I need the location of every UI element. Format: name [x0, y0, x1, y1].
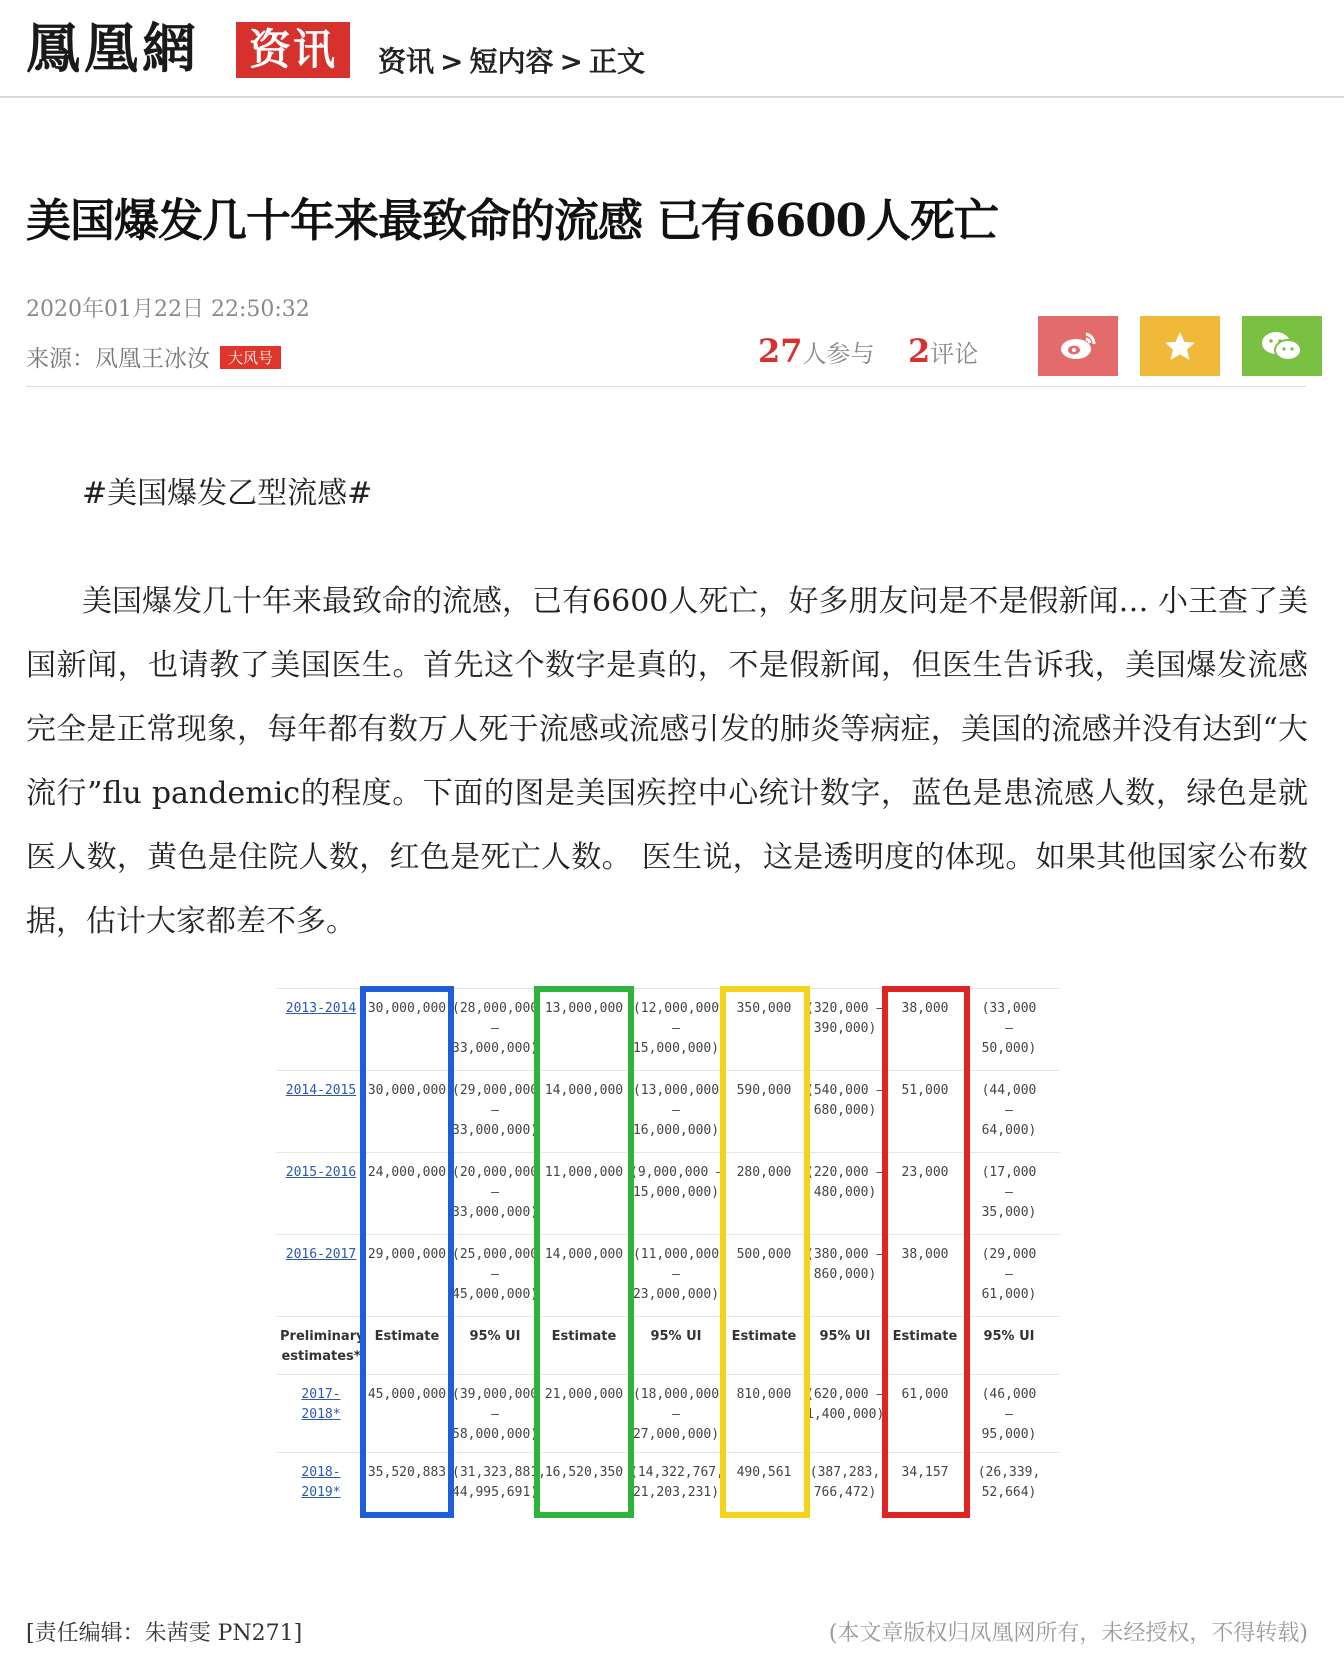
share-weibo-button[interactable]	[1038, 316, 1118, 376]
season-link[interactable]: 2014-2015	[285, 1083, 357, 1098]
table-cell: 24,000,000	[367, 1165, 447, 1180]
table-cell: (12,000,000 – 15,000,000)	[632, 1001, 720, 1056]
table-cell: (220,000 – 480,000)	[806, 1165, 885, 1200]
wechat-icon	[1260, 330, 1304, 364]
table-cell: (31,323,881, 44,995,691)	[452, 1465, 546, 1500]
table-cell: 500,000	[736, 1247, 792, 1262]
table-cell: 38,000	[901, 1247, 949, 1262]
table-cell: 16,520,350	[544, 1465, 624, 1480]
favorite-button[interactable]	[1140, 316, 1220, 376]
table-cell: 21,000,000	[544, 1387, 624, 1402]
breadcrumb-item-news[interactable]: 资讯	[378, 45, 435, 78]
breadcrumb-separator: >	[559, 45, 583, 78]
meta-divider	[26, 386, 1306, 387]
table-cell: 29,000,000	[367, 1247, 447, 1262]
table-cell: (14,322,767, 21,203,231)	[630, 1465, 724, 1500]
table-header-cell: 95% UI	[983, 1329, 1035, 1344]
table-cell: 810,000	[736, 1387, 792, 1402]
table-cell: 14,000,000	[544, 1247, 624, 1262]
table-cell: 280,000	[736, 1165, 792, 1180]
table-cell: (320,000 – 390,000)	[806, 1001, 885, 1036]
table-cell: 35,520,883	[367, 1465, 447, 1480]
table-cell: 590,000	[736, 1083, 792, 1098]
comments-stat[interactable]	[908, 332, 978, 370]
breadcrumb-item-short[interactable]: 短内容	[469, 45, 554, 78]
copyright-notice: (本文章版权归凤凰网所有，未经授权，不得转载)	[828, 1621, 1308, 1646]
yellow-highlight-box	[720, 986, 810, 1518]
participants-count: 27	[758, 332, 803, 370]
flu-statistics-table	[276, 984, 1060, 1522]
publish-date: 2020年01月22日 22:50:32	[26, 297, 310, 322]
share-wechat-button[interactable]	[1242, 316, 1322, 376]
participants-label: 人参与	[802, 340, 875, 368]
flu-statistics-table-image	[276, 984, 1060, 1522]
table-cell: (25,000,000 – 45,000,000)	[452, 1247, 539, 1302]
table-header-cell: 95% UI	[469, 1329, 521, 1344]
table-header-cell: Estimate	[551, 1329, 617, 1344]
table-cell: 30,000,000	[367, 1001, 447, 1016]
article-source	[26, 340, 281, 373]
weibo-icon	[1058, 330, 1098, 362]
table-cell: (620,000 – 1,400,000)	[806, 1387, 885, 1422]
table-cell: 14,000,000	[544, 1083, 624, 1098]
table-cell: 350,000	[736, 1001, 792, 1016]
article-paragraph: 美国爆发几十年来最致命的流感，已有6600人死亡，好多朋友问是不是假新闻… 小王查了美国新闻，也请教了美国医生。首先这个数字是真的，不是假新闻，但医生告诉我，美国爆发流感完全是正常现象，每年都有数万人死于流感或流感引发的肺炎等病症，美国的流感并没有达到“大流行”flu pandemic的程度。下面的图是美国疾控中心统计数字，蓝色是患流感人数，绿色是就医人数，黄色是住院人数，红色是死亡人数。 医生说，这是透明度的体现。如果其他国家公布数据，估计大家都差不多。	[26, 584, 1308, 939]
breadcrumb	[378, 40, 645, 80]
table-cell: (18,000,000 – 27,000,000)	[632, 1387, 720, 1442]
table-cell: (39,000,000 – 58,000,000)	[452, 1387, 539, 1442]
article-title: 美国爆发几十年来最致命的流感 已有6600人死亡	[26, 194, 998, 247]
blue-highlight-box	[360, 986, 454, 1518]
table-cell: (380,000 – 860,000)	[806, 1247, 885, 1282]
season-link[interactable]: 2015-2016	[285, 1165, 357, 1180]
table-cell: 23,000	[901, 1165, 949, 1180]
table-header-cell: Estimate	[731, 1329, 797, 1344]
site-logo[interactable]: 鳳凰網	[26, 16, 200, 80]
participants-stat[interactable]	[758, 332, 875, 370]
table-cell: 45,000,000	[367, 1387, 447, 1402]
table-cell: 11,000,000	[544, 1165, 624, 1180]
table-cell: 38,000	[901, 1001, 949, 1016]
site-header	[0, 0, 1344, 98]
channel-badge[interactable]: 资讯	[236, 22, 350, 78]
red-highlight-box	[882, 986, 970, 1518]
star-icon	[1163, 330, 1197, 362]
table-cell: (46,000 – 95,000)	[981, 1387, 1037, 1442]
table-cell: 34,157	[901, 1465, 949, 1480]
table-cell: (540,000 – 680,000)	[806, 1083, 885, 1118]
table-cell: (17,000 – 35,000)	[981, 1165, 1037, 1220]
table-cell: (387,283, 766,472)	[809, 1465, 881, 1500]
season-link[interactable]: 2013-2014	[285, 1001, 357, 1016]
table-cell: (33,000 – 50,000)	[981, 1001, 1037, 1056]
comments-count: 2	[908, 332, 931, 370]
table-cell: 30,000,000	[367, 1083, 447, 1098]
table-cell: (20,000,000 – 33,000,000)	[452, 1165, 539, 1220]
table-cell: 490,561	[736, 1465, 792, 1480]
article-hashtag[interactable]: #美国爆发乙型流感#	[82, 476, 373, 511]
table-cell: (29,000 – 61,000)	[981, 1247, 1037, 1302]
table-header-cell: Estimate	[892, 1329, 958, 1344]
season-link[interactable]: 2016-2017	[285, 1247, 357, 1262]
table-header-cell: 95% UI	[819, 1329, 871, 1344]
responsible-editor: [责任编辑：朱茜雯 PN271]	[26, 1621, 303, 1646]
breadcrumb-item-current: 正文	[588, 45, 645, 78]
table-cell: 61,000	[901, 1387, 949, 1402]
comments-label: 评论	[930, 340, 979, 368]
table-cell: (29,000,000 – 33,000,000)	[452, 1083, 539, 1138]
table-cell: (13,000,000 – 16,000,000)	[632, 1083, 720, 1138]
dafeng-badge: 大风号	[220, 346, 281, 369]
season-link[interactable]: 2017- 2018*	[301, 1387, 341, 1422]
source-label[interactable]: 来源：凤凰王冰汝	[26, 346, 210, 372]
breadcrumb-separator: >	[440, 45, 464, 78]
season-link[interactable]: 2018- 2019*	[301, 1465, 341, 1500]
green-highlight-box	[534, 986, 634, 1518]
table-cell: (11,000,000 – 23,000,000)	[632, 1247, 720, 1302]
table-cell: 13,000,000	[544, 1001, 624, 1016]
table-cell: (28,000,000 – 33,000,000)	[452, 1001, 539, 1056]
table-cell: (9,000,000 – 15,000,000)	[630, 1165, 724, 1200]
table-cell: (26,339, 52,664)	[977, 1465, 1041, 1500]
table-header-cell: Estimate	[374, 1329, 440, 1344]
table-cell: (44,000 – 64,000)	[981, 1083, 1037, 1138]
table-cell: 51,000	[901, 1083, 949, 1098]
table-header-cell: 95% UI	[650, 1329, 702, 1344]
table-header-cell: Preliminary estimates*	[280, 1329, 365, 1364]
